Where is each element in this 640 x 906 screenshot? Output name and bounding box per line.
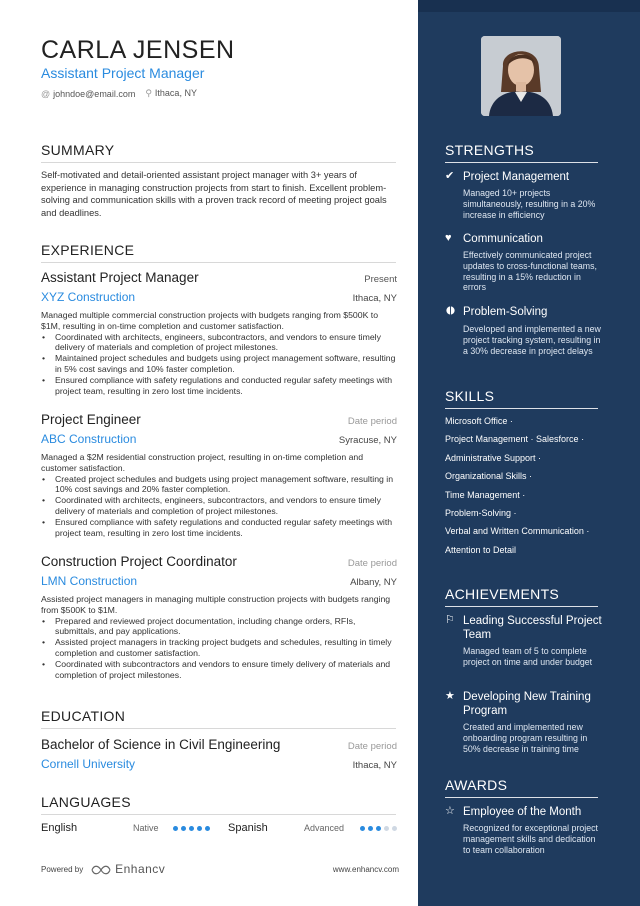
achievement-item [445,614,605,668]
profile-photo-image [481,36,561,116]
skill-line: Attention to Detail [445,544,517,555]
languages-list [41,822,397,834]
proficiency-dot-filled [360,826,365,831]
sidebar [418,0,640,906]
skill-line: Project Management · Salesforce · [445,434,585,445]
degree: Bachelor of Science in Civil Engineering [41,737,281,752]
strength-description: Effectively communicated project updates to cross-functional teams, resulting in a 15% reduction in errors [463,250,597,293]
enhancv-logo-text: Enhancv [115,862,166,876]
language-proficiency-dots [173,826,228,831]
job-description: Managed a $2M residential construction project, resulting in on-time completion and customer satisfaction. [41,452,364,473]
experience-divider [41,262,396,263]
job-company: XYZ Construction [41,290,136,304]
achievements-title: ACHIEVEMENTS [445,586,560,602]
proficiency-dot-filled [376,826,381,831]
language-name: Spanish [228,822,268,834]
strengths-title: STRENGTHS [445,142,535,158]
skill-line: Administrative Support · [445,452,542,463]
award-title: Employee of the Month [463,806,582,818]
education-entry [41,737,397,771]
skill-line: Problem-Solving · [445,507,517,518]
job-title: Assistant Project Manager [41,270,199,285]
proficiency-dot-filled [197,826,202,831]
job-entry [41,412,397,538]
job-bullet: • Ensured compliance with safety regulations and conducted regular safety meetings with project team, resulting in zero lost time incidents. [41,375,397,397]
school: Cornell University [41,757,136,771]
proficiency-dot-filled [181,826,186,831]
job-location: Albany, NY [350,577,397,588]
language-name: English [41,822,78,834]
job-title: Project Engineer [41,412,141,427]
job-bullet: • Coordinated with subcontractors and vendors to ensure timely delivery of materials and completion of project milestones. [41,659,397,681]
awards-divider [445,797,598,798]
strength-item [445,170,605,220]
languages-title: LANGUAGES [41,794,131,810]
strength-description: Managed 10+ projects simultaneously, resulting in a 20% increase in efficiency [463,188,596,220]
skills-divider [445,408,598,409]
website-link[interactable]: www.enhancv.com [332,864,399,874]
enhancv-logo[interactable] [91,862,165,876]
location-contact [145,88,197,99]
job-bullet: • Prepared and reviewed project documentation, including change orders, RFIs, submittals, and pay applications. [41,616,397,638]
location-text: Ithaca, NY [154,88,197,98]
strength-title: Problem-Solving [463,306,548,318]
brain-icon-shape [445,305,456,316]
achievement-title: Leading Successful Project Team [463,615,602,641]
location-pin-icon: ⚲ [145,88,152,98]
job-date: Present [364,274,397,285]
job-entry [41,554,397,680]
job-bullet: • Assisted project managers in tracking project budgets and schedules, resulting in timely completion and customer satisfaction. [41,637,397,659]
profile-photo [481,36,561,116]
candidate-role: Assistant Project Manager [41,65,205,81]
strength-title: Project Management [463,171,570,183]
job-title: Construction Project Coordinator [41,554,237,569]
language-level: Advanced [304,823,345,833]
skill-line: Microsoft Office · [445,416,513,426]
achievement-title: Developing New Training Program [463,691,591,717]
education-date: Date period [347,741,397,752]
job-bullets [41,474,397,539]
flag-icon: ⚐ [445,614,455,626]
summary-divider [41,162,396,163]
job-bullet: • Created project schedules and budgets using project management software, resulting in 10% cost savings and 20% faster completion. [41,474,397,496]
enhancv-logo-icon [91,865,111,875]
footer [41,862,399,876]
email-text: johndoe@email.com [53,88,136,99]
star-icon: ★ [445,690,455,702]
summary-title: SUMMARY [41,142,115,158]
job-entry [41,270,397,396]
proficiency-dot-empty [392,826,397,831]
job-bullets [41,616,397,681]
at-icon: @ [41,88,51,99]
job-bullet: • Maintained project schedules and budgets using project management software, resulting in 5% cost savings and 10% faster completion. [41,353,397,375]
job-location: Ithaca, NY [352,293,397,304]
job-company: ABC Construction [41,432,137,446]
strength-title: Communication [463,233,543,245]
education-title: EDUCATION [41,708,126,724]
proficiency-dot-filled [205,826,210,831]
powered-by-text: Powered by [41,864,84,874]
job-date: Date period [347,416,397,427]
strength-description: Developed and implemented a new project tracking system, resulting in a 30% decrease in project delays [463,324,601,356]
skill-line: Organizational Skills · [445,471,533,482]
school-location: Ithaca, NY [352,760,397,771]
heart-icon: ♥ [445,232,452,244]
achievement-item [445,690,605,754]
strength-item [445,305,605,356]
language-proficiency-dots [360,826,397,831]
job-description: Managed multiple commercial construction projects with budgets ranging from $500K to $1M, resulting in on-time completion and customer satisfaction. [41,310,379,331]
languages-divider [41,814,396,815]
education-divider [41,728,396,729]
achievements-divider [445,606,598,607]
proficiency-dot-filled [368,826,373,831]
language-level: Native [133,823,159,833]
achievement-description: Created and implemented new onboarding program resulting in 50% decrease in training time [463,722,588,754]
awards-title: AWARDS [445,777,508,793]
job-bullet: • Coordinated with architects, engineers, subcontractors, and vendors to ensure timely delivery of materials and completion of project milestones. [41,332,397,354]
experience-title: EXPERIENCE [41,242,135,258]
skill-line: Verbal and Written Communication · [445,526,590,537]
award-description: Recognized for exceptional project management skills and dedication to team collaboration [463,823,598,855]
strengths-divider [445,162,598,163]
job-location: Syracuse, NY [338,435,397,446]
contact-info [41,88,197,99]
candidate-name: CARLA JENSEN [41,36,235,64]
proficiency-dot-empty [384,826,389,831]
check-icon: ✔ [445,170,455,182]
award-item [445,805,605,855]
star-outline-icon: ☆ [445,805,455,817]
strength-item [445,232,605,293]
achievement-description: Managed team of 5 to complete project on time and under budget [463,646,593,667]
sidebar-top-band [418,0,640,12]
brain-icon [445,305,457,320]
skills-title: SKILLS [445,388,495,404]
job-bullet: • Ensured compliance with safety regulations and conducted regular safety meetings with project team, resulting in zero lost time incidents. [41,517,397,539]
job-bullets [41,332,397,397]
email-contact[interactable] [41,89,135,99]
job-bullet: • Coordinated with architects, engineers, subcontractors, and vendors to ensure timely delivery of materials and completion of project milestones. [41,495,397,517]
summary-text: Self-motivated and detail-oriented assistant project manager with 3+ years of experience in managing construction projects from start to finish. Excellent problem-solving and communication skills with a proven track record of meeting project goals and deadlines. [41,170,387,218]
skill-line: Time Management · [445,489,526,500]
job-description: Assisted project managers in managing multiple construction projects with budgets ranging from $500K to $1M. [41,594,391,615]
job-company: LMN Construction [41,574,138,588]
proficiency-dot-filled [173,826,178,831]
job-date: Date period [347,558,397,569]
proficiency-dot-filled [189,826,194,831]
skills-list [445,415,615,562]
